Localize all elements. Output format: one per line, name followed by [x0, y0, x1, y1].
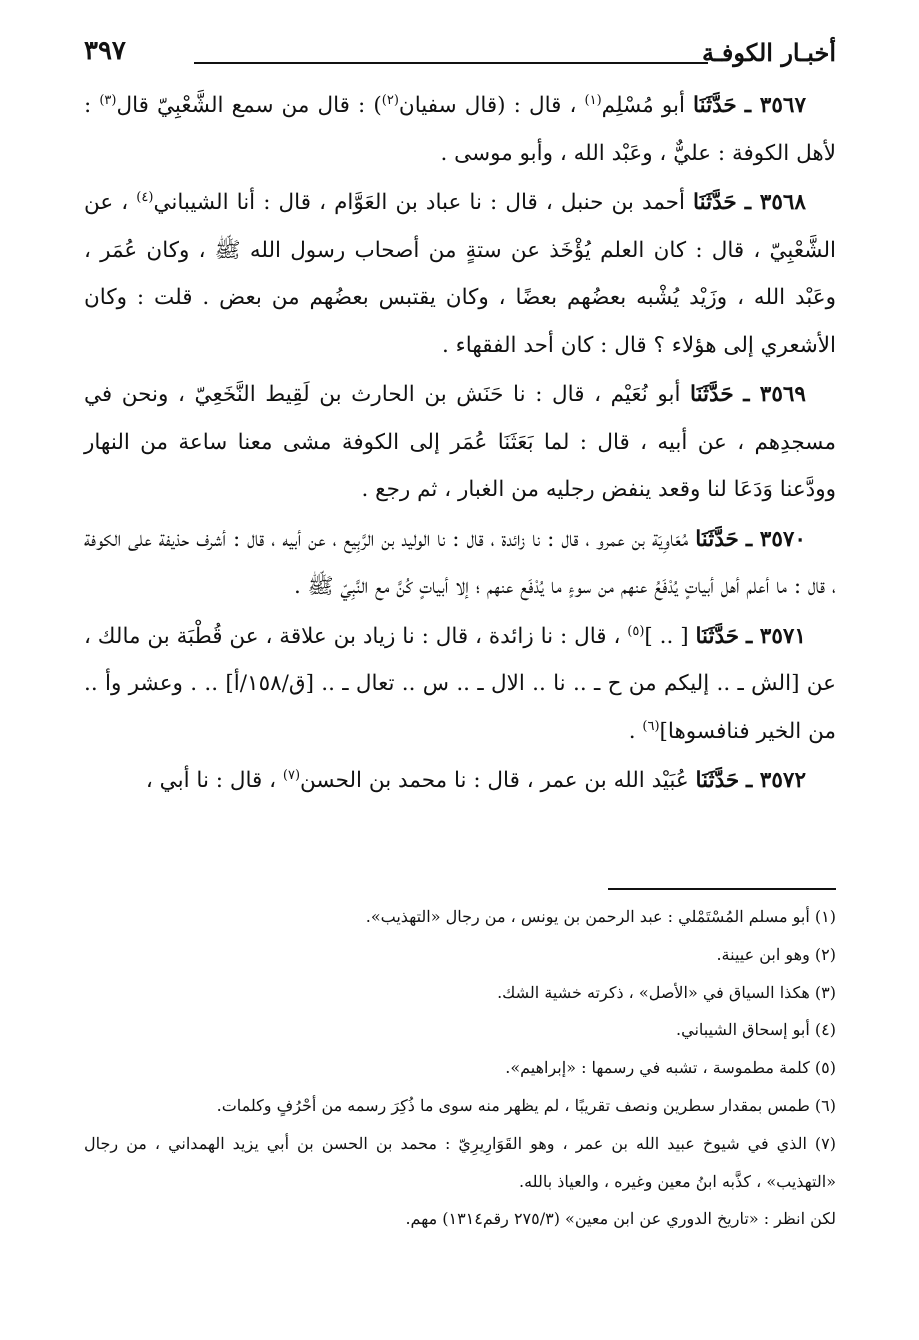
- footnote-ref: (٤): [136, 189, 154, 205]
- entry-text: مُعَاوِيَة بن عمرو ، قال : نا زائدة ، قال : نا الوليد بن الرَّبِيع ، عن أبيه ، قال : أشرف حذيفة على الكوفة ، قال : ما أعلم أهل أبياتٍ يُدْفَعُ عنهم من سوءٍ ما يُدْفَع عنهم ؛ إلا أبياتٍ كُنَّ مع النَّبِيّ ﷺ .: [84, 526, 836, 599]
- entry-number: ٣٥٧٠ ـ: [745, 526, 806, 552]
- entry-number: ٣٥٦٧ ـ: [744, 93, 806, 118]
- entry-text: ) : قال من سمع الشَّعْبِيّ قال: [116, 93, 382, 118]
- footnote-1: (١) أبو مسلم المُسْتَمْلي : عبد الرحمن بن يونس ، من رجال «التهذيب».: [365, 907, 836, 926]
- entry-3568: [84, 179, 836, 369]
- entry-text: أبو مُسْلِم: [601, 93, 685, 118]
- entry-3569: [84, 371, 836, 514]
- entry-keyword: حَدَّثَنَا: [695, 768, 740, 793]
- book-page: [84, 34, 836, 805]
- footnote-6: (٦) طمس بمقدار سطرين ونصف تقريبًا ، لم يظهر منه سوى ما ذُكِرَ رسمه من أحْرُفٍ وكلمات.: [216, 1095, 836, 1115]
- footnote-7: (٧) الذي في شيوخ عبيد الله بن عمر ، وهو القَوَارِيرِيّ : محمد بن الحسن بن أبي يزيد الهمداني ، من رجال «التهذيب» ، كذَّبه ابنُ معين وغيره ، والعياذ بالله.: [84, 1133, 836, 1191]
- footnote-ref: (٢): [381, 92, 399, 108]
- entry-text: أبو نُعَيْم ، قال : نا حَنَش بن الحارث بن لَقِيط النَّخَعِيّ ، ونحن في مسجدِهم ، عن أبيه ، قال : لما بَعَثَنَا عُمَر إلى الكوفة مشى معنا ساعة من النهار وودَّعنا وَدَعَا لنا وقعد ينفض رجليه من الغبار ، ثم رجع .: [84, 382, 836, 502]
- footnote-ref: (٥): [627, 623, 645, 639]
- running-title: أخبـار الكوفـة: [701, 38, 836, 67]
- footnote-5: (٥) كلمة مطموسة ، تشبه في رسمها : «إبراهيم».: [505, 1058, 836, 1078]
- footnote-2: (٢) وهو ابن عيينة.: [716, 944, 836, 964]
- entry-number: ٣٥٦٨ ـ: [744, 190, 806, 215]
- entry-3567: [84, 82, 836, 177]
- footnote-ref: (١): [584, 92, 602, 108]
- entry-keyword: حَدَّثَنَا: [693, 190, 737, 215]
- entry-text: : لأهل الكوفة : عليٌّ ، وعَبْد الله ، وأبو موسى .: [84, 93, 836, 166]
- entry-keyword: حَدَّثَنَا: [690, 382, 734, 407]
- entry-keyword: حَدَّثَنَا: [693, 93, 737, 118]
- entry-number: ٣٥٧١ ـ: [745, 623, 806, 649]
- entry-number: ٣٥٦٩ ـ: [743, 382, 806, 407]
- entry-keyword: حَدَّثَنَا: [695, 526, 739, 552]
- footnote-ref: (٣): [99, 92, 117, 108]
- entry-text: [ .. ]: [644, 623, 689, 649]
- entry-text: ، عن الشَّعْبِيّ ، قال : كان العلم يُؤْخَذ عن ستةٍ من أصحاب رسول الله ﷺ ، وكان عُمَر ، وعَبْد الله ، وزَيْد يُشْبه بعضُهم بعضًا ، وكان يقتبس بعضُهم من بعض . قلت : وكان الأشعري إلى هؤلاء ؟ قال : كان أحد الفقهاء .: [84, 190, 836, 358]
- footnote-4: (٤) أبو إسحاق الشيباني.: [676, 1020, 836, 1040]
- entry-keyword: حَدَّثَنَا: [695, 623, 740, 649]
- footnote-ref: (٧): [282, 767, 301, 783]
- entry-3570: [84, 516, 836, 611]
- page-header: [84, 34, 836, 82]
- main-text: [84, 82, 836, 805]
- footnote-ref: (٦): [642, 718, 660, 734]
- entry-text: ، قال : نا أبي ،: [145, 768, 283, 793]
- entry-3571: [84, 613, 836, 756]
- entry-text: ، قال : (قال سفيان: [398, 93, 577, 118]
- entry-number: ٣٥٧٢ ـ: [746, 768, 806, 793]
- entry-text: .: [628, 718, 643, 744]
- footnote-rule: [608, 888, 836, 890]
- entry-3572: [84, 757, 836, 805]
- page-number: ٣٩٧: [84, 36, 126, 66]
- footnote-3: (٣) هكذا السياق في «الأصل» ، ذكرته خشية الشك.: [497, 982, 836, 1002]
- header-rule: [194, 62, 708, 64]
- footnotes: [84, 888, 836, 1238]
- entry-text: ، قال : نا زائدة ، قال : نا زياد بن علاقة ، عن قُطْبَة بن مالك ، عن [الش ـ .. إليكم من ح ـ .. نا .. الال ـ .. س .. تعال ـ .. [ق/١٥٨/أ] .. . وعشر وأ .. من الخير فنافسوها]: [84, 623, 836, 744]
- footnote-continuation: لكن انظر : «تاريخ الدوري عن ابن معين» (٢٧٥/٣ رقم١٣١٤) مهم.: [405, 1209, 836, 1229]
- entry-text: عُبَيْد الله بن عمر ، قال : نا محمد بن الحسن: [300, 768, 689, 793]
- entry-text: أحمد بن حنبل ، قال : نا عباد بن العَوَّام ، قال : أنا الشيباني: [153, 190, 685, 215]
